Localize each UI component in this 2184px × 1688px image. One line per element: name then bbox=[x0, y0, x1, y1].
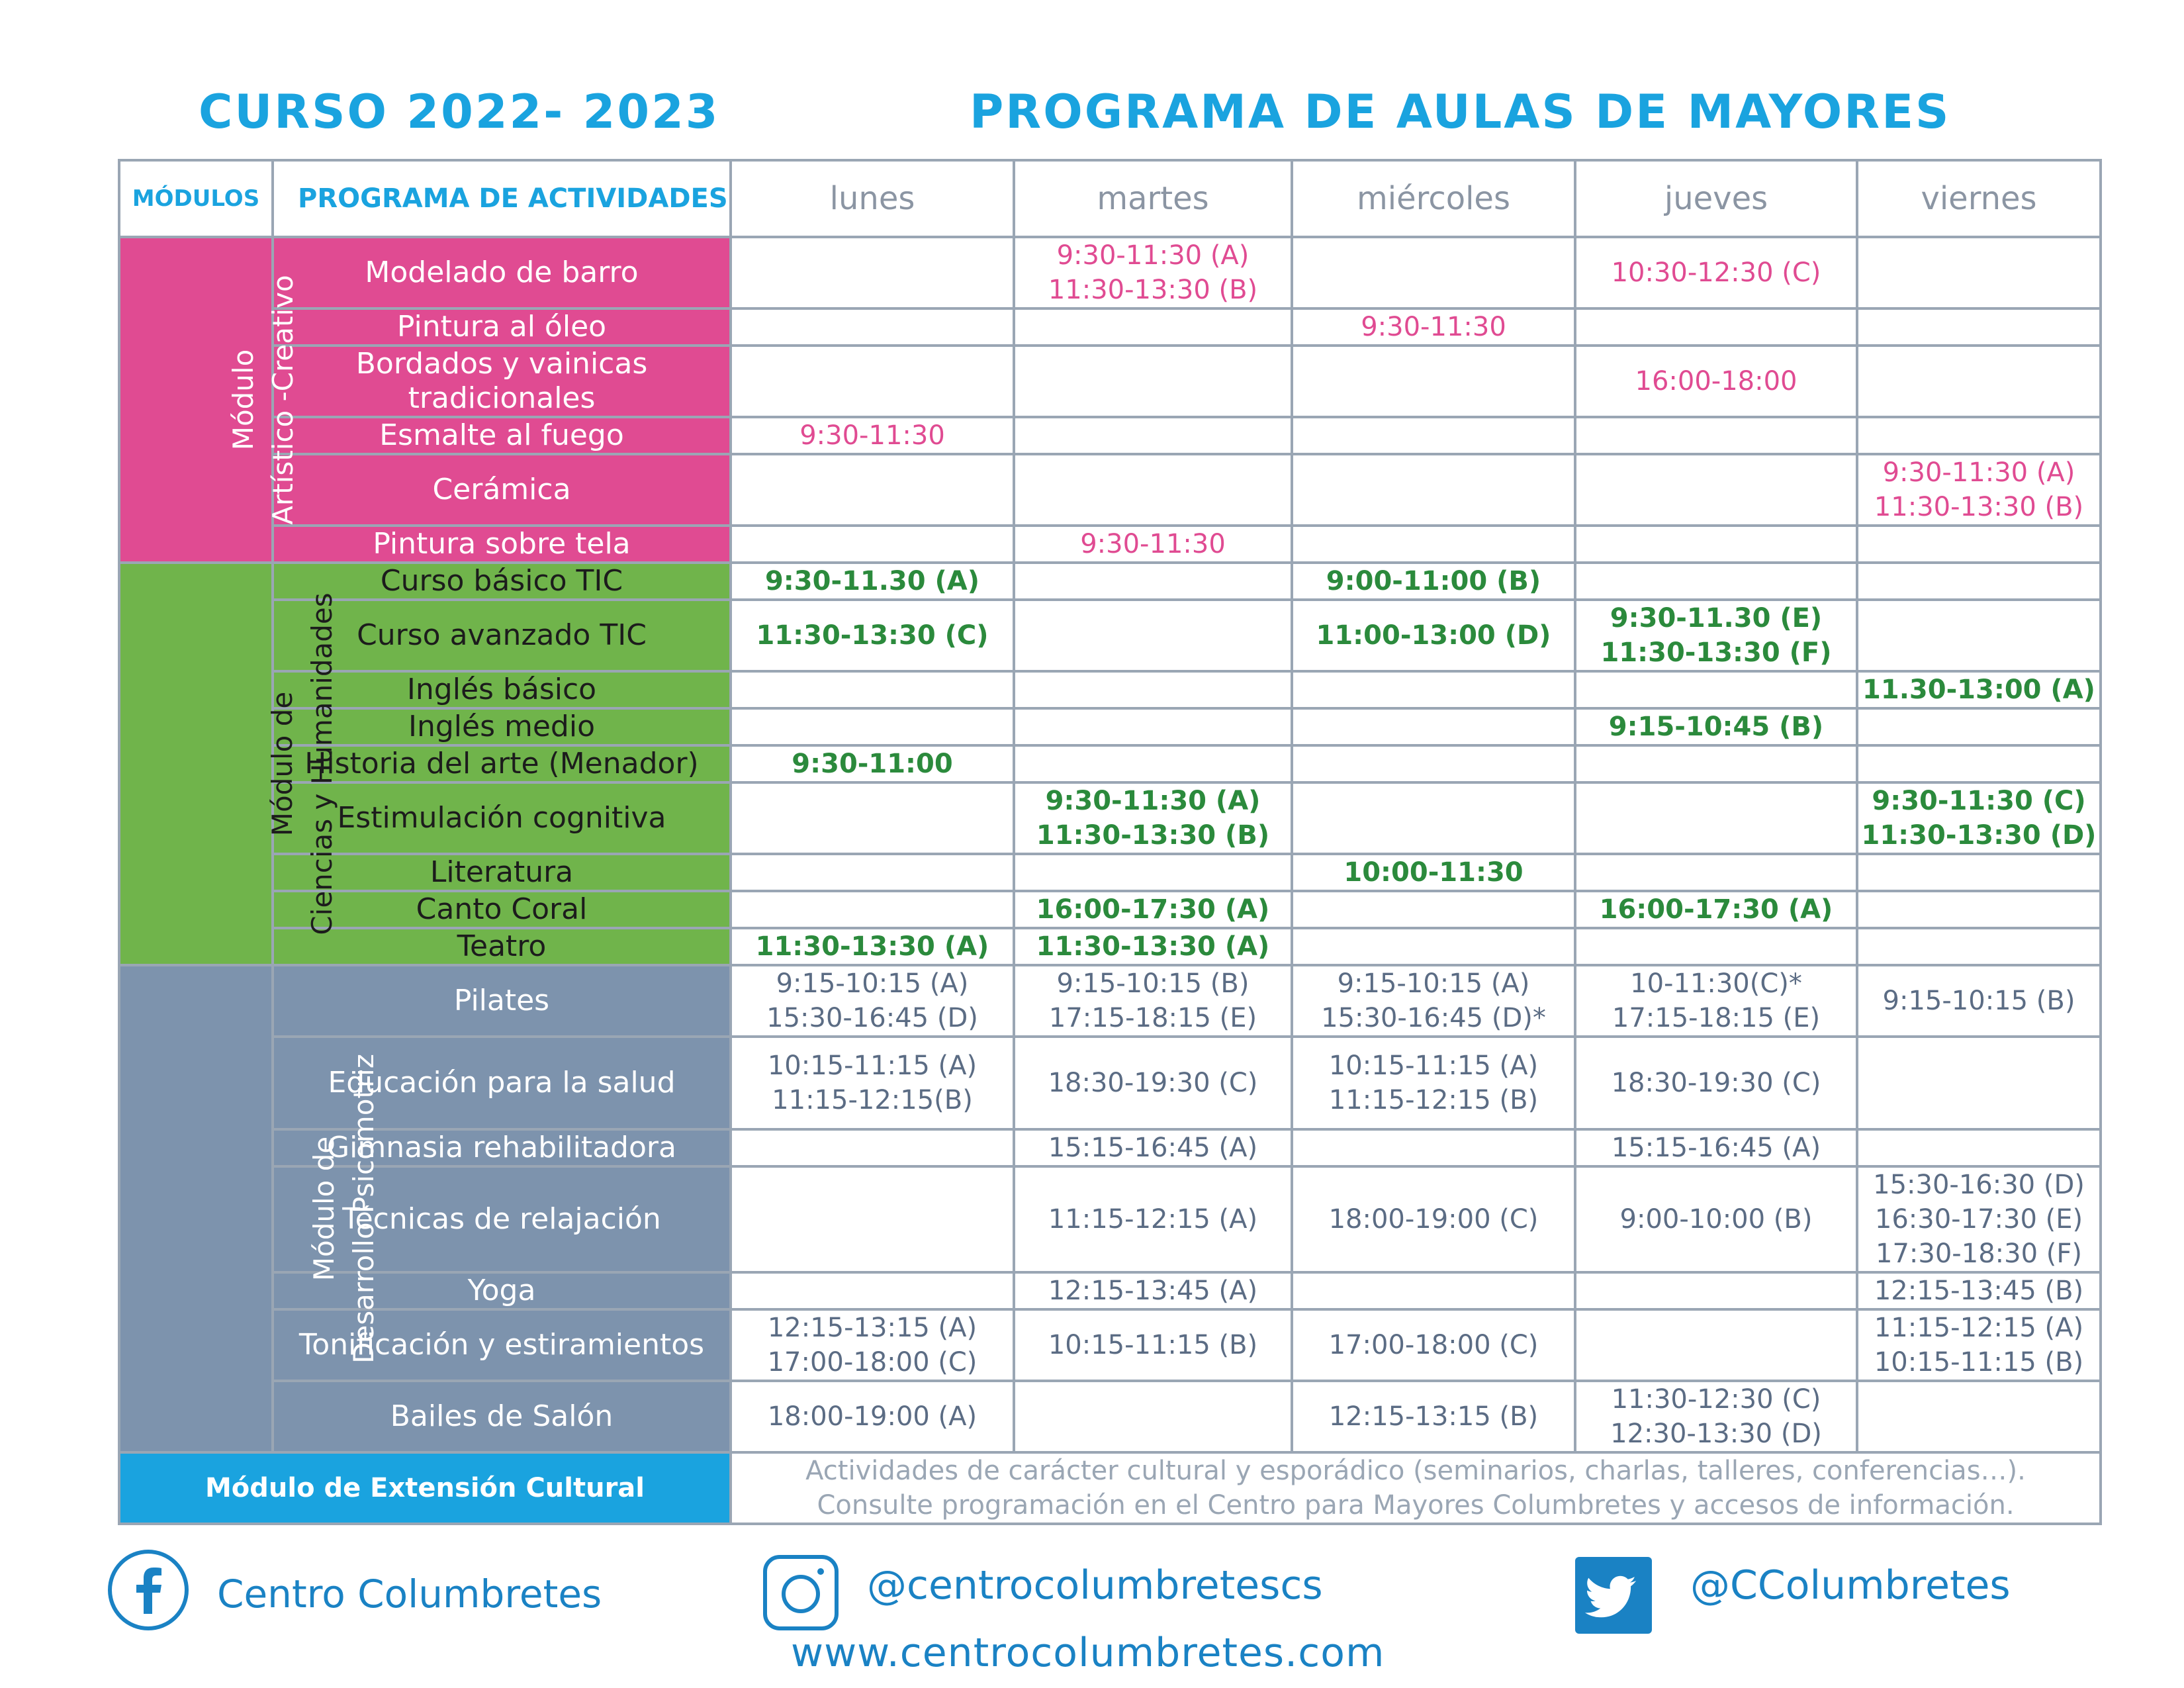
schedule-row bbox=[119, 1309, 2101, 1381]
schedule-cell bbox=[1857, 563, 2101, 600]
schedule-cell bbox=[1575, 671, 1857, 708]
schedule-cell bbox=[731, 708, 1014, 745]
activity-name: Pintura al óleo bbox=[273, 308, 731, 346]
program-title: PROGRAMA DE AULAS DE MAYORES bbox=[970, 85, 1951, 139]
module-label-line: Ciencias y Humanidades bbox=[306, 592, 338, 935]
schedule-cell bbox=[1857, 308, 2101, 346]
activity-name: Pintura sobre tela bbox=[273, 526, 731, 563]
module-label-line: Módulo bbox=[227, 349, 259, 451]
module-label-line: Módulo de bbox=[308, 1136, 340, 1282]
schedule-cell: 9:30-11:00 bbox=[731, 745, 1014, 782]
schedule-cell: 12:15-13:15 (B) bbox=[1292, 1381, 1575, 1452]
schedule-cell: 18:00-19:00 (C) bbox=[1292, 1166, 1575, 1272]
activity-name: Cerámica bbox=[273, 454, 731, 526]
activity-name: Tonificación y estiramientos bbox=[273, 1309, 731, 1381]
schedule-cell bbox=[1292, 417, 1575, 454]
activity-name: Bailes de Salón bbox=[273, 1381, 731, 1452]
schedule-cell: 10:15-11:15 (B) bbox=[1014, 1309, 1292, 1381]
schedule-cell bbox=[1292, 891, 1575, 928]
schedule-cell: 9:30-11:30 (A) 11:30-13:30 (B) bbox=[1014, 237, 1292, 308]
schedule-cell bbox=[1857, 346, 2101, 417]
activity-name: Inglés básico bbox=[273, 671, 731, 708]
schedule-cell: 11:00-13:00 (D) bbox=[1292, 600, 1575, 671]
schedule-cell bbox=[1292, 1272, 1575, 1309]
schedule-cell bbox=[1575, 1309, 1857, 1381]
schedule-cell bbox=[1857, 526, 2101, 563]
schedule-cell bbox=[1014, 308, 1292, 346]
schedule-cell bbox=[1857, 745, 2101, 782]
schedule-cell bbox=[1575, 417, 1857, 454]
schedule-cell: 9:15-10:15 (A) 15:30-16:45 (D) bbox=[731, 965, 1014, 1037]
module-label-line: Desarrollo Psicomotriz bbox=[347, 1054, 380, 1364]
schedule-cell bbox=[1292, 237, 1575, 308]
schedule-cell bbox=[731, 454, 1014, 526]
schedule-row bbox=[119, 526, 2101, 563]
schedule-cell: 9:30-11:30 (A) 11:30-13:30 (B) bbox=[1014, 782, 1292, 854]
schedule-cell bbox=[731, 308, 1014, 346]
schedule-cell bbox=[1014, 417, 1292, 454]
website-link[interactable]: www.centrocolumbretes.com bbox=[791, 1630, 1385, 1676]
module-label bbox=[119, 563, 338, 965]
schedule-cell: 11:15-12:15 (A) bbox=[1014, 1166, 1292, 1272]
schedule-cell bbox=[731, 526, 1014, 563]
schedule-cell bbox=[1292, 782, 1575, 854]
facebook-handle[interactable]: Centro Columbretes bbox=[217, 1571, 602, 1617]
schedule-cell bbox=[1575, 745, 1857, 782]
day-header: martes bbox=[1014, 160, 1292, 237]
schedule-cell bbox=[731, 854, 1014, 891]
schedule-cell bbox=[1575, 526, 1857, 563]
schedule-row bbox=[119, 563, 2101, 600]
schedule-cell: 10-11:30(C)* 17:15-18:15 (E) bbox=[1575, 965, 1857, 1037]
schedule-cell: 10:30-12:30 (C) bbox=[1575, 237, 1857, 308]
schedule-cell: 15:15-16:45 (A) bbox=[1575, 1129, 1857, 1166]
schedule-cell bbox=[1292, 1129, 1575, 1166]
day-header: jueves bbox=[1575, 160, 1857, 237]
schedule-cell bbox=[1857, 600, 2101, 671]
schedule-cell bbox=[1014, 1381, 1292, 1452]
activity-name: Técnicas de relajación bbox=[273, 1166, 731, 1272]
schedule-cell bbox=[1857, 1037, 2101, 1129]
extension-row bbox=[119, 1452, 2101, 1524]
module-label bbox=[119, 237, 299, 563]
extension-module-text: Actividades de carácter cultural y esporádico (seminarios, charlas, talleres, conferencias…). Consulte programación en el Centro para Mayores Columbretes y accesos de información. bbox=[731, 1452, 2101, 1524]
schedule-cell: 15:30-16:30 (D) 16:30-17:30 (E) 17:30-18:30 (F) bbox=[1857, 1166, 2101, 1272]
activity-name: Teatro bbox=[273, 928, 731, 965]
facebook-icon[interactable] bbox=[106, 1548, 191, 1632]
schedule-cell bbox=[1014, 745, 1292, 782]
schedule-cell bbox=[731, 1166, 1014, 1272]
schedule-cell: 9:15-10:15 (A) 15:30-16:45 (D)* bbox=[1292, 965, 1575, 1037]
schedule-row bbox=[119, 928, 2101, 965]
activity-name: Esmalte al fuego bbox=[273, 417, 731, 454]
activity-name: Bordados y vainicas tradicionales bbox=[273, 346, 731, 417]
schedule-row bbox=[119, 346, 2101, 417]
schedule-cell bbox=[731, 237, 1014, 308]
schedule-cell: 9:30-11:30 bbox=[731, 417, 1014, 454]
schedule-cell: 9:30-11:30 bbox=[1292, 308, 1575, 346]
schedule-row bbox=[119, 1381, 2101, 1452]
schedule-cell: 18:30-19:30 (C) bbox=[1014, 1037, 1292, 1129]
schedule-cell bbox=[1292, 928, 1575, 965]
schedule-row bbox=[119, 1166, 2101, 1272]
schedule-cell bbox=[1014, 671, 1292, 708]
activity-name: Educación para la salud bbox=[273, 1037, 731, 1129]
activity-name: Canto Coral bbox=[273, 891, 731, 928]
schedule-cell bbox=[1857, 417, 2101, 454]
schedule-cell: 9:30-11:30 (A) 11:30-13:30 (B) bbox=[1857, 454, 2101, 526]
schedule-cell bbox=[1014, 346, 1292, 417]
activity-name: Yoga bbox=[273, 1272, 731, 1309]
day-header: lunes bbox=[731, 160, 1014, 237]
schedule-cell: 9:00-10:00 (B) bbox=[1575, 1166, 1857, 1272]
schedule-row bbox=[119, 454, 2101, 526]
schedule-cell bbox=[1292, 454, 1575, 526]
activity-name: Inglés medio bbox=[273, 708, 731, 745]
schedule-cell: 10:15-11:15 (A) 11:15-12:15(B) bbox=[731, 1037, 1014, 1129]
schedule-row bbox=[119, 1272, 2101, 1309]
schedule-cell bbox=[1575, 454, 1857, 526]
schedule-row bbox=[119, 965, 2101, 1037]
schedule-row bbox=[119, 417, 2101, 454]
schedule-cell: 9:15-10:15 (B) 17:15-18:15 (E) bbox=[1014, 965, 1292, 1037]
schedule-cell bbox=[1857, 1381, 2101, 1452]
activity-name: Pilates bbox=[273, 965, 731, 1037]
schedule-cell: 9:15-10:45 (B) bbox=[1575, 708, 1857, 745]
schedule-cell: 11:30-13:30 (A) bbox=[731, 928, 1014, 965]
schedule-cell: 11.30-13:00 (A) bbox=[1857, 671, 2101, 708]
activity-name: Historia del arte (Menador) bbox=[273, 745, 731, 782]
schedule-cell: 16:00-18:00 bbox=[1575, 346, 1857, 417]
schedule-cell: 9:30-11.30 (E) 11:30-13:30 (F) bbox=[1575, 600, 1857, 671]
schedule-cell bbox=[1857, 891, 2101, 928]
schedule-row bbox=[119, 1129, 2101, 1166]
schedule-cell bbox=[1292, 526, 1575, 563]
twitter-icon[interactable] bbox=[1575, 1557, 1652, 1634]
module-label-line: Artístico -Creativo bbox=[267, 275, 299, 525]
activity-name: Estimulación cognitiva bbox=[273, 782, 731, 854]
day-header: miércoles bbox=[1292, 160, 1575, 237]
schedule-cell bbox=[1857, 928, 2101, 965]
schedule-cell: 11:30-13:30 (C) bbox=[731, 600, 1014, 671]
table-header-row bbox=[119, 160, 2101, 237]
schedule-cell: 11:15-12:15 (A) 10:15-11:15 (B) bbox=[1857, 1309, 2101, 1381]
activity-name: Literatura bbox=[273, 854, 731, 891]
schedule-cell: 18:00-19:00 (A) bbox=[731, 1381, 1014, 1452]
schedule-cell bbox=[1857, 708, 2101, 745]
schedule-cell bbox=[1575, 1272, 1857, 1309]
schedule-cell bbox=[1575, 563, 1857, 600]
schedule-cell: 12:15-13:15 (A) 17:00-18:00 (C) bbox=[731, 1309, 1014, 1381]
schedule-cell bbox=[1014, 854, 1292, 891]
schedule-row bbox=[119, 782, 2101, 854]
schedule-cell bbox=[731, 346, 1014, 417]
schedule-cell: 9:15-10:15 (B) bbox=[1857, 965, 2101, 1037]
schedule-row bbox=[119, 708, 2101, 745]
schedule-row bbox=[119, 891, 2101, 928]
activity-name: Gimnasia rehabilitadora bbox=[273, 1129, 731, 1166]
schedule-cell bbox=[1575, 854, 1857, 891]
twitter-handle[interactable]: @CColumbretes bbox=[1690, 1562, 2011, 1609]
activity-name: Curso básico TIC bbox=[273, 563, 731, 600]
day-header: viernes bbox=[1857, 160, 2101, 237]
schedule-cell: 12:15-13:45 (B) bbox=[1857, 1272, 2101, 1309]
schedule-row bbox=[119, 237, 2101, 308]
schedule-row bbox=[119, 671, 2101, 708]
schedule-cell bbox=[731, 671, 1014, 708]
schedule-cell: 11:30-12:30 (C) 12:30-13:30 (D) bbox=[1575, 1381, 1857, 1452]
schedule-cell bbox=[1014, 563, 1292, 600]
schedule-cell bbox=[1014, 600, 1292, 671]
schedule-cell: 9:00-11:00 (B) bbox=[1292, 563, 1575, 600]
instagram-icon[interactable] bbox=[762, 1554, 839, 1631]
modules-column-header: MÓDULOS bbox=[119, 160, 273, 237]
schedule-cell: 9:30-11:30 bbox=[1014, 526, 1292, 563]
schedule-cell: 9:30-11.30 (A) bbox=[731, 563, 1014, 600]
schedule-row bbox=[119, 600, 2101, 671]
schedule-cell bbox=[1857, 237, 2101, 308]
schedule-cell: 12:15-13:45 (A) bbox=[1014, 1272, 1292, 1309]
schedule-cell: 15:15-16:45 (A) bbox=[1014, 1129, 1292, 1166]
activity-name: Modelado de barro bbox=[273, 237, 731, 308]
schedule-cell bbox=[1292, 346, 1575, 417]
schedule-row bbox=[119, 1037, 2101, 1129]
module-label bbox=[119, 965, 380, 1452]
instagram-handle[interactable]: @centrocolumbretescs bbox=[867, 1562, 1323, 1609]
program-column-header: PROGRAMA DE ACTIVIDADES bbox=[273, 160, 731, 237]
schedule-row bbox=[119, 854, 2101, 891]
schedule-cell: 10:00-11:30 bbox=[1292, 854, 1575, 891]
schedule-cell bbox=[731, 1129, 1014, 1166]
schedule-cell: 16:00-17:30 (A) bbox=[1575, 891, 1857, 928]
schedule-cell bbox=[1857, 854, 2101, 891]
schedule-cell bbox=[731, 1272, 1014, 1309]
module-label-line: Módulo de bbox=[266, 691, 298, 837]
schedule-cell bbox=[731, 782, 1014, 854]
schedule-cell: 17:00-18:00 (C) bbox=[1292, 1309, 1575, 1381]
schedule-cell bbox=[1857, 1129, 2101, 1166]
course-title: CURSO 2022- 2023 bbox=[199, 85, 720, 139]
schedule-row bbox=[119, 745, 2101, 782]
schedule-cell: 9:30-11:30 (C) 11:30-13:30 (D) bbox=[1857, 782, 2101, 854]
schedule-cell bbox=[1575, 308, 1857, 346]
extension-module-label: Módulo de Extensión Cultural bbox=[119, 1452, 731, 1524]
schedule-cell: 10:15-11:15 (A) 11:15-12:15 (B) bbox=[1292, 1037, 1575, 1129]
activity-name: Curso avanzado TIC bbox=[273, 600, 731, 671]
schedule-cell bbox=[1292, 708, 1575, 745]
schedule-cell bbox=[1575, 928, 1857, 965]
schedule-table bbox=[118, 159, 2102, 1525]
schedule-cell: 18:30-19:30 (C) bbox=[1575, 1037, 1857, 1129]
schedule-cell bbox=[1575, 782, 1857, 854]
schedule-cell bbox=[1292, 671, 1575, 708]
schedule-cell: 11:30-13:30 (A) bbox=[1014, 928, 1292, 965]
schedule-cell: 16:00-17:30 (A) bbox=[1014, 891, 1292, 928]
schedule-cell bbox=[731, 891, 1014, 928]
schedule-cell bbox=[1292, 745, 1575, 782]
schedule-cell bbox=[1014, 454, 1292, 526]
schedule-row bbox=[119, 308, 2101, 346]
schedule-cell bbox=[1014, 708, 1292, 745]
